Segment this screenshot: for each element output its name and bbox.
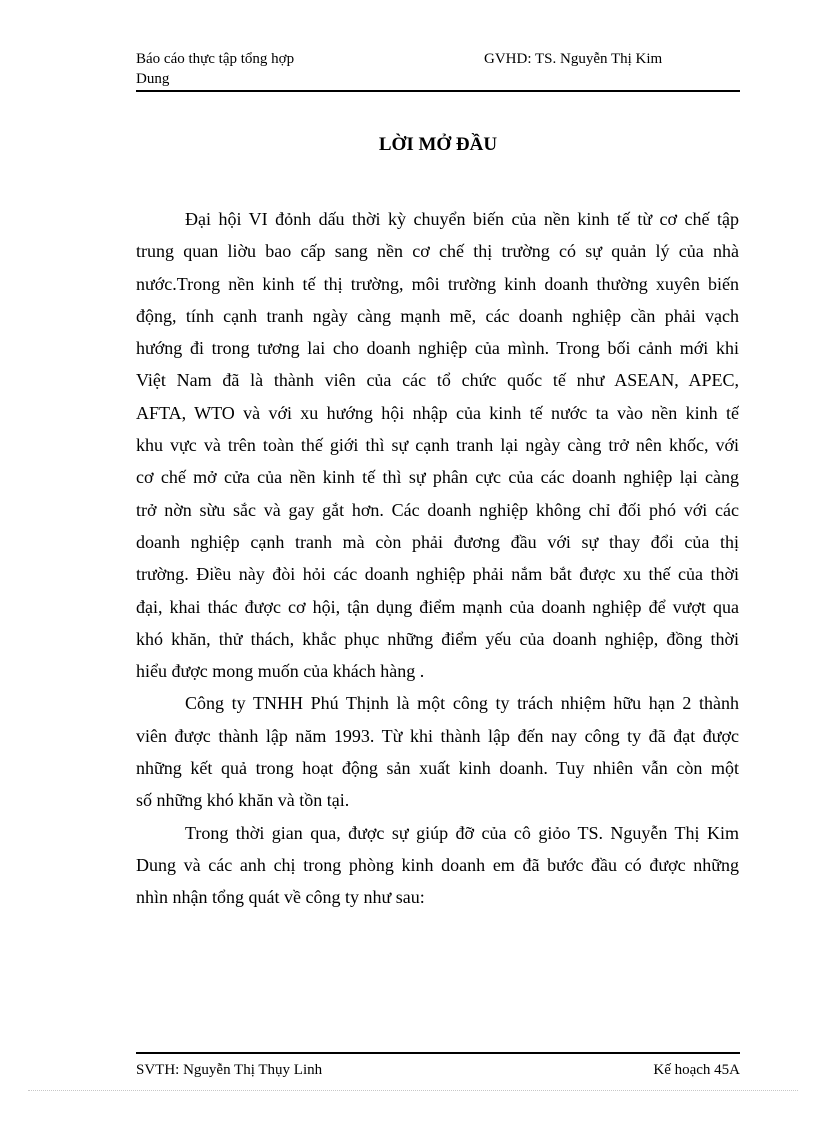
text-line: trở nờn sừu sắc và gay gắt hơn. Các doanh nghiệp không chỉ đối phó với các <box>136 499 739 520</box>
text-line: trường. Điều này đòi hỏi các doanh nghiệp phải nắm bắt được xu thế của thời <box>136 564 739 585</box>
header-report-title: Báo cáo thực tập tổng hợp <box>136 51 295 67</box>
text-line: trung quan liờu bao cấp sang nền cơ chế thị trường có sự quản lý của nhà <box>136 241 739 262</box>
paragraph-introduction <box>136 203 739 687</box>
text-line: đại, khai thác được cơ hội, tận dụng điểm mạnh của doanh nghiệp để vượt qua <box>136 596 739 617</box>
document-body <box>136 203 739 914</box>
header-supervisor-continuation: Dung <box>136 71 170 87</box>
paragraph-company <box>136 687 739 816</box>
text-line: Trong thời gian qua, được sự giúp đỡ của cô giỏo TS. Nguyễn Thị Kim <box>185 822 739 843</box>
text-line: Dung và các anh chị trong phòng kinh doanh em đã bước đầu có được những <box>136 854 739 875</box>
text-line: Việt Nam đã là thành viên của các tổ chức quốc tế như ASEAN, APEC, <box>136 370 739 391</box>
page-header <box>136 48 740 92</box>
text-line: nước.Trong nền kinh tế thị trường, môi trường kinh doanh thường xuyên biến <box>136 273 739 294</box>
footer-student: SVTH: Nguyễn Thị Thụy Linh <box>136 1062 323 1078</box>
text-line: nhìn nhận tổng quát về công ty như sau: <box>136 887 425 908</box>
text-line: hiểu được mong muốn của khách hàng . <box>136 661 425 682</box>
text-line: hướng đi trong tương lai cho doanh nghiệp của mình. Trong bối cảnh mới khi <box>136 338 739 359</box>
text-line: AFTA, WTO và với xu hướng hội nhập của kinh tế nước ta vào nền kinh tế <box>136 402 739 423</box>
text-line: viên được thành lập năm 1993. Từ khi thành lập đến nay công ty đã đạt được <box>136 725 739 746</box>
text-line: khu vực và trên toàn thế giới thì sự cạnh tranh lại ngày càng trở nên khốc, với <box>136 435 739 456</box>
footer-class: Kế hoạch 45A <box>653 1062 740 1078</box>
text-line: cơ chế mở cửa của nền kinh tế thì sự phân cực của các doanh nghiệp lại càng <box>136 467 739 488</box>
paragraph-acknowledgement <box>136 817 739 914</box>
text-line: Công ty TNHH Phú Thịnh là một công ty trách nhiệm hữu hạn 2 thành <box>185 693 739 714</box>
text-line: số những khó khăn và tồn tại. <box>136 790 350 811</box>
text-line: doanh nghiệp cạnh tranh mà còn phải đương đầu với sự thay đổi của thị <box>136 531 739 552</box>
text-line: khó khăn, thử thách, khắc phục những điểm yếu của doanh nghiệp, đồng thời <box>136 628 739 649</box>
text-line: Đại hội VI đỏnh dấu thời kỳ chuyển biến của nền kinh tế từ cơ chế tập <box>185 209 739 229</box>
header-supervisor: GVHD: TS. Nguyễn Thị Kim <box>484 51 663 67</box>
text-line: những kết quả trong hoạt động sản xuất kinh doanh. Tuy nhiên vẫn còn một <box>136 758 739 779</box>
text-line: động, tính cạnh tranh ngày càng mạnh mẽ, các doanh nghiệp cần phải vạch <box>136 305 739 326</box>
page-title: LỜI MỞ ĐẦU <box>378 134 498 155</box>
page-footer <box>136 1052 740 1081</box>
page-bottom-divider <box>28 1090 798 1091</box>
